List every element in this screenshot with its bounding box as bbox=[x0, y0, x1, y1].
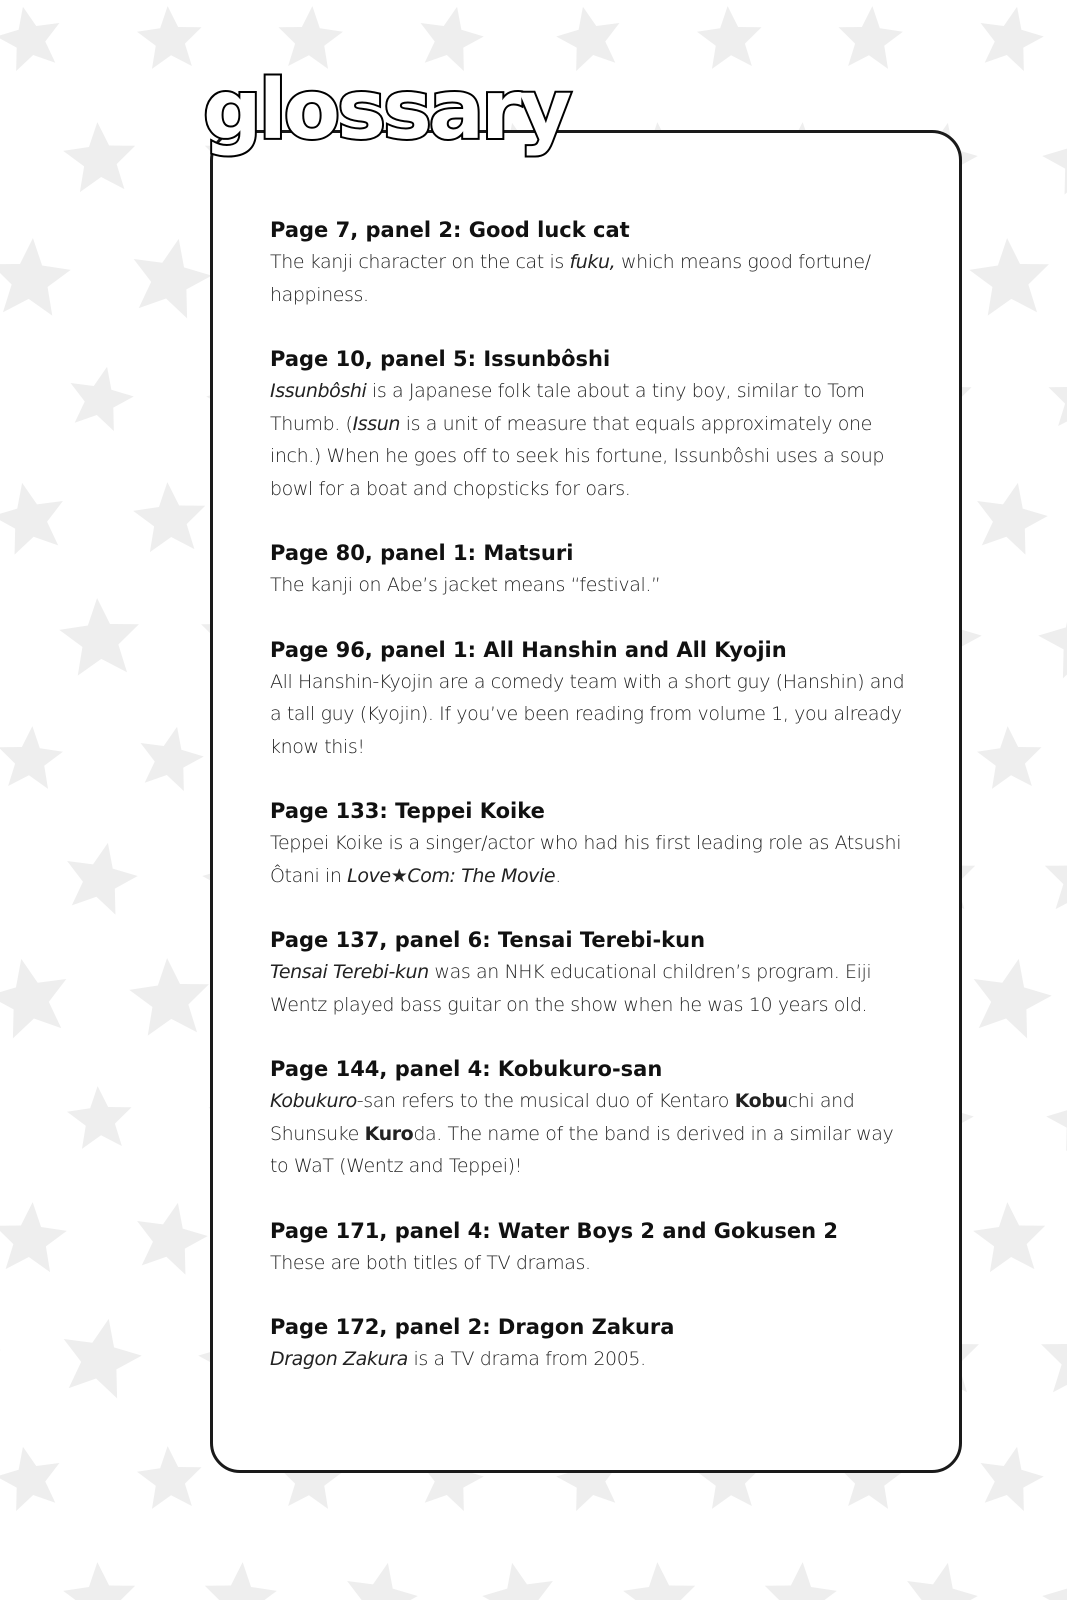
entry-text: Kobukuro bbox=[270, 1090, 357, 1112]
entry-text: Teppei Koike is a singer/actor who had his first leading role as Atsushi Ôtani in bbox=[270, 832, 902, 887]
background-star-icon bbox=[61, 1560, 138, 1600]
entry-text: was an NHK educational children’s program. Eiji Wentz played bass guitar on the show when he was 10 years old. bbox=[270, 961, 872, 1016]
background-star-icon bbox=[0, 1200, 69, 1274]
background-star-icon bbox=[202, 1560, 279, 1600]
glossary-entry bbox=[270, 343, 910, 505]
background-star-icon bbox=[54, 1311, 148, 1402]
entry-body bbox=[270, 956, 910, 1021]
entry-text: Issun bbox=[352, 412, 401, 435]
background-star-icon bbox=[0, 115, 2, 197]
background-star-icon bbox=[128, 1195, 213, 1277]
entry-text: All Hanshin-Kyojin are a comedy team with a short guy (Hanshin) and a tall guy (Kyojin). If you’ve been reading from volume 1, you already know this! bbox=[270, 670, 905, 758]
entry-body bbox=[270, 569, 910, 602]
glossary-entry bbox=[270, 1215, 910, 1280]
background-star-icon bbox=[1037, 115, 1067, 197]
entry-body bbox=[270, 375, 910, 505]
background-star-icon bbox=[1041, 1080, 1067, 1154]
background-star-icon bbox=[1042, 840, 1067, 914]
glossary-entry bbox=[270, 1311, 910, 1376]
entry-text: -san refers to the musical duo of Kentaro bbox=[356, 1090, 735, 1112]
entry-title: Page 7, panel 2: Good luck cat bbox=[270, 218, 630, 242]
background-star-icon bbox=[973, 1440, 1049, 1514]
background-star-icon bbox=[967, 235, 1052, 316]
entry-text: fuku, bbox=[569, 251, 616, 273]
background-star-icon bbox=[898, 1555, 983, 1600]
background-star-icon bbox=[964, 951, 1058, 1042]
entry-title: Page 172, panel 2: Dragon Zakura bbox=[270, 1315, 675, 1339]
background-star-icon bbox=[124, 231, 218, 322]
background-star-icon bbox=[0, 235, 73, 316]
glossary-entries bbox=[270, 214, 910, 1408]
entry-title: Page 144, panel 4: Kobukuro-san bbox=[270, 1057, 663, 1081]
background-star-icon bbox=[0, 1440, 67, 1514]
entry-body bbox=[270, 246, 910, 311]
background-star-icon bbox=[135, 4, 204, 70]
background-star-icon bbox=[61, 120, 138, 194]
entry-text: The kanji character on the cat is bbox=[270, 251, 570, 273]
background-star-icon bbox=[0, 1315, 3, 1396]
entry-title: Page 80, panel 1: Matsuri bbox=[270, 541, 574, 565]
background-star-icon bbox=[0, 591, 6, 682]
entry-body bbox=[270, 1247, 910, 1280]
entry-text: is a unit of measure that equals approximately one inch.) When he goes off to seek his fortune, Issunbôshi uses a soup bowl for a boat and chopsticks for oars. bbox=[270, 412, 884, 500]
entry-body bbox=[270, 1085, 910, 1183]
background-star-icon bbox=[0, 724, 65, 790]
entry-text: chi and Shunsuke bbox=[270, 1090, 855, 1145]
background-star-icon bbox=[0, 475, 72, 557]
entry-body bbox=[270, 827, 910, 892]
entry-text: which means good fortune/ happiness. bbox=[270, 251, 871, 306]
entry-title: Page 96, panel 1: All Hanshin and All Kyojin bbox=[270, 637, 787, 662]
entry-text: These are both titles of TV dramas. bbox=[270, 1251, 591, 1274]
entry-text: Kobu bbox=[734, 1090, 788, 1112]
entry-title: Page 137, panel 6: Tensai Terebi-kun bbox=[270, 928, 706, 952]
background-star-icon bbox=[276, 4, 345, 70]
background-star-icon bbox=[133, 720, 209, 794]
entry-text: Kuro bbox=[364, 1122, 414, 1145]
entry-text: Tensai Terebi-kun bbox=[270, 961, 429, 983]
background-star-icon bbox=[0, 1555, 2, 1600]
glossary-entry bbox=[270, 634, 910, 764]
background-star-icon bbox=[762, 1560, 839, 1600]
entry-text: Dragon Zakura bbox=[270, 1348, 408, 1370]
entry-body bbox=[270, 666, 910, 764]
background-star-icon bbox=[695, 4, 764, 70]
background-star-icon bbox=[971, 1200, 1048, 1274]
background-star-icon bbox=[127, 955, 212, 1036]
background-star-icon bbox=[1032, 591, 1067, 682]
entry-title: Page 133: Teppei Koike bbox=[270, 799, 545, 823]
entry-title: Page 171, panel 4: Water Boys 2 and Gokusen 2 bbox=[270, 1218, 838, 1243]
glossary-title: glossary bbox=[203, 63, 569, 158]
glossary-entry bbox=[270, 795, 910, 892]
background-star-icon bbox=[968, 475, 1053, 557]
background-star-icon bbox=[973, 0, 1049, 74]
entry-text: is a Japanese folk tale about a tiny boy, similar to Tom Thumb. ( bbox=[270, 380, 865, 435]
background-star-icon bbox=[621, 1560, 698, 1600]
glossary-entry bbox=[270, 214, 910, 311]
glossary-entry bbox=[270, 537, 910, 602]
background-star-icon bbox=[57, 595, 142, 676]
background-star-icon bbox=[65, 1084, 134, 1150]
entry-text: The kanji on Abe’s jacket means “festival.” bbox=[270, 574, 661, 596]
entry-title: Page 10, panel 5: Issunbôshi bbox=[270, 347, 611, 371]
background-star-icon bbox=[0, 0, 67, 74]
background-star-icon bbox=[338, 1555, 423, 1600]
entry-text: da. The name of the band is derived in a similar way to WaT (Wentz and Teppei)! bbox=[270, 1122, 894, 1177]
entry-text: is a TV drama from 2005. bbox=[407, 1348, 646, 1370]
background-star-icon bbox=[1037, 1555, 1067, 1600]
background-star-icon bbox=[63, 360, 139, 434]
background-star-icon bbox=[1046, 364, 1067, 430]
background-star-icon bbox=[58, 835, 143, 917]
background-star-icon bbox=[1038, 1315, 1067, 1396]
background-star-icon bbox=[975, 724, 1044, 790]
glossary-entry bbox=[270, 924, 910, 1021]
background-star-icon bbox=[135, 1444, 204, 1510]
entry-text: Love★Com: The Movie bbox=[347, 864, 556, 887]
entry-text: . bbox=[555, 864, 561, 887]
glossary-entry bbox=[270, 1053, 910, 1183]
background-star-icon bbox=[131, 480, 208, 554]
entry-body bbox=[270, 1343, 910, 1376]
background-star-icon bbox=[477, 1555, 562, 1600]
background-star-icon bbox=[0, 951, 76, 1042]
background-star-icon bbox=[836, 4, 905, 70]
entry-text: Issunbôshi bbox=[270, 380, 367, 402]
